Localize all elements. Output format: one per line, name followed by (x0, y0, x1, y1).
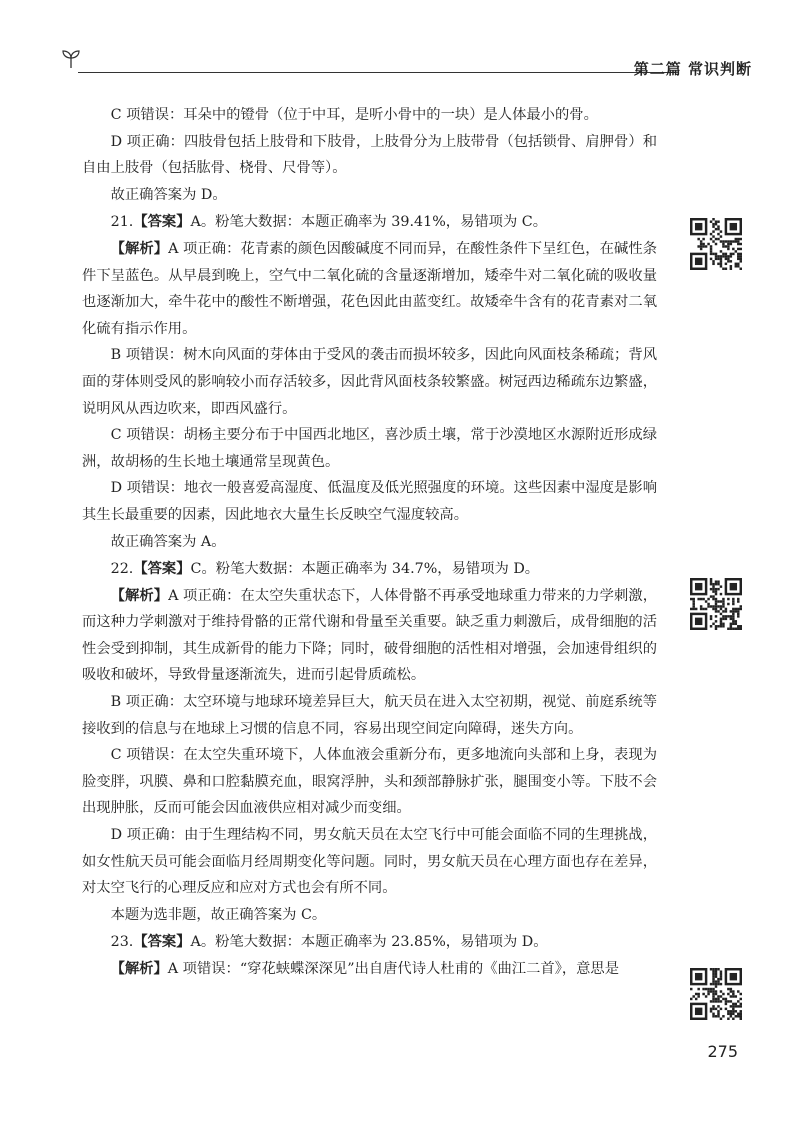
q21-answer-tag: 【答案】 (133, 214, 191, 231)
q23-answer-text: A。粉笔大数据：本题正确率为 23.85%，易错项为 D。 (190, 934, 548, 951)
page-content (82, 102, 657, 983)
q22-conclusion: 本题为选非题，故正确答案为 C。 (110, 906, 327, 923)
q22-number: 22. (110, 561, 134, 578)
q21-analysis (82, 236, 657, 342)
q23-analysis-a: A 项错误：“穿花蛱蝶深深见”出自唐代诗人杜甫的《曲江二首》，意思是 (167, 961, 620, 977)
q21-answer (82, 209, 657, 236)
paragraph-c-bone: C 项错误：耳朵中的镫骨（位于中耳，是听小骨中的一块）是人体最小的骨。 (110, 107, 598, 123)
q22-option-c: C 项错误：在太空失重环境下，人体血液会重新分布，更多地流向头部和上身，表现为脸变胖，巩膜、鼻和口腔黏膜充血，眼窝浮肿，头和颈部静脉扩张，腿围变小等。下肢不会出现肿胀，反而可能会因血液供应相对减少而变细。 (82, 747, 657, 817)
q22-answer-text: C。粉笔大数据：本题正确率为 34.7%，易错项为 D。 (190, 561, 540, 578)
q22-answer-tag: 【答案】 (133, 561, 191, 578)
q22-qr-code-icon[interactable] (690, 578, 742, 630)
section-title: 第二篇 常识判断 (633, 60, 752, 78)
q22-answer (82, 556, 657, 583)
paragraph-conclusion-d: 故正确答案为 D。 (110, 186, 227, 203)
q23-qr-code-icon[interactable] (690, 968, 742, 1020)
q22-analysis (82, 583, 657, 689)
q23-number: 23. (110, 934, 134, 951)
q21-analysis-a: A 项正确：花青素的颜色因酸碱度不同而异，在酸性条件下呈红色，在碱性条件下呈蓝色。从早晨到晚上，空气中二氧化硫的含量逐渐增加，矮牵牛对二氧化硫的吸收量也逐渐加大，牵牛花中的酸性不断增强，花色因此由蓝变红。故矮牵牛含有的花青素对二氧化硫有指示作用。 (82, 240, 657, 337)
q21-qr-code-icon[interactable] (690, 218, 742, 270)
q22-option-b: B 项正确：太空环境与地球环境差异巨大，航天员在进入太空初期，视觉、前庭系统等接收到的信息与在地球上习惯的信息不同，容易出现空间定向障碍，迷失方向。 (82, 694, 657, 737)
page-header (60, 44, 760, 80)
q21-number: 21. (110, 214, 134, 231)
page-number: 275 (707, 1042, 738, 1061)
q22-option-d: D 项正确：由于生理结构不同，男女航天员在太空飞行中可能会面临不同的生理挑战，如女性航天员可能会面临月经周期变化等问题。同时，男女航天员在心理方面也存在差异，对太空飞行的心理反应和应对方式也会有所不同。 (82, 827, 657, 897)
q23-analysis (82, 956, 657, 983)
q21-answer-text: A。粉笔大数据：本题正确率为 39.41%，易错项为 C。 (190, 214, 548, 231)
q22-analysis-tag: 【解析】 (110, 587, 169, 604)
header-rule (78, 72, 676, 73)
q21-analysis-tag: 【解析】 (110, 240, 169, 257)
q21-option-c: C 项错误：胡杨主要分布于中国西北地区，喜沙质土壤，常于沙漠地区水源附近形成绿洲，故胡杨的生长地土壤通常呈现黄色。 (82, 427, 657, 470)
leaf-logo-icon (60, 48, 82, 70)
q21-conclusion: 故正确答案为 A。 (110, 533, 226, 550)
q21-option-d: D 项错误：地衣一般喜爱高湿度、低温度及低光照强度的环境。这些因素中湿度是影响其生长最重要的因素，因此地衣大量生长反映空气湿度较高。 (82, 480, 657, 523)
q23-analysis-tag: 【解析】 (110, 961, 168, 977)
q23-answer (82, 929, 657, 956)
q21-option-b: B 项错误：树木向风面的芽体由于受风的袭击而损坏较多，因此向风面枝条稀疏；背风面的芽体则受风的影响较小而存活较多，因此背风面枝条较繁盛。树冠西边稀疏东边繁盛，说明风从西边吹来，即西风盛行。 (82, 347, 657, 417)
q23-answer-tag: 【答案】 (133, 934, 191, 951)
paragraph-d-bone: D 项正确：四肢骨包括上肢骨和下肢骨，上肢骨分为上肢带骨（包括锁骨、肩胛骨）和自由上肢骨（包括肱骨、桡骨、尺骨等）。 (82, 133, 657, 177)
q22-analysis-a: A 项正确：在太空失重状态下，人体骨骼不再承受地球重力带来的力学刺激，而这种力学刺激对于维持骨骼的正常代谢和骨量至关重要。缺乏重力刺激后，成骨细胞的活性会受到抑制，其生成新骨的能力下降；同时，破骨细胞的活性相对增强，会加速骨组织的吸收和破坏，导致骨量逐渐流失，进而引起骨质疏松。 (82, 587, 657, 684)
